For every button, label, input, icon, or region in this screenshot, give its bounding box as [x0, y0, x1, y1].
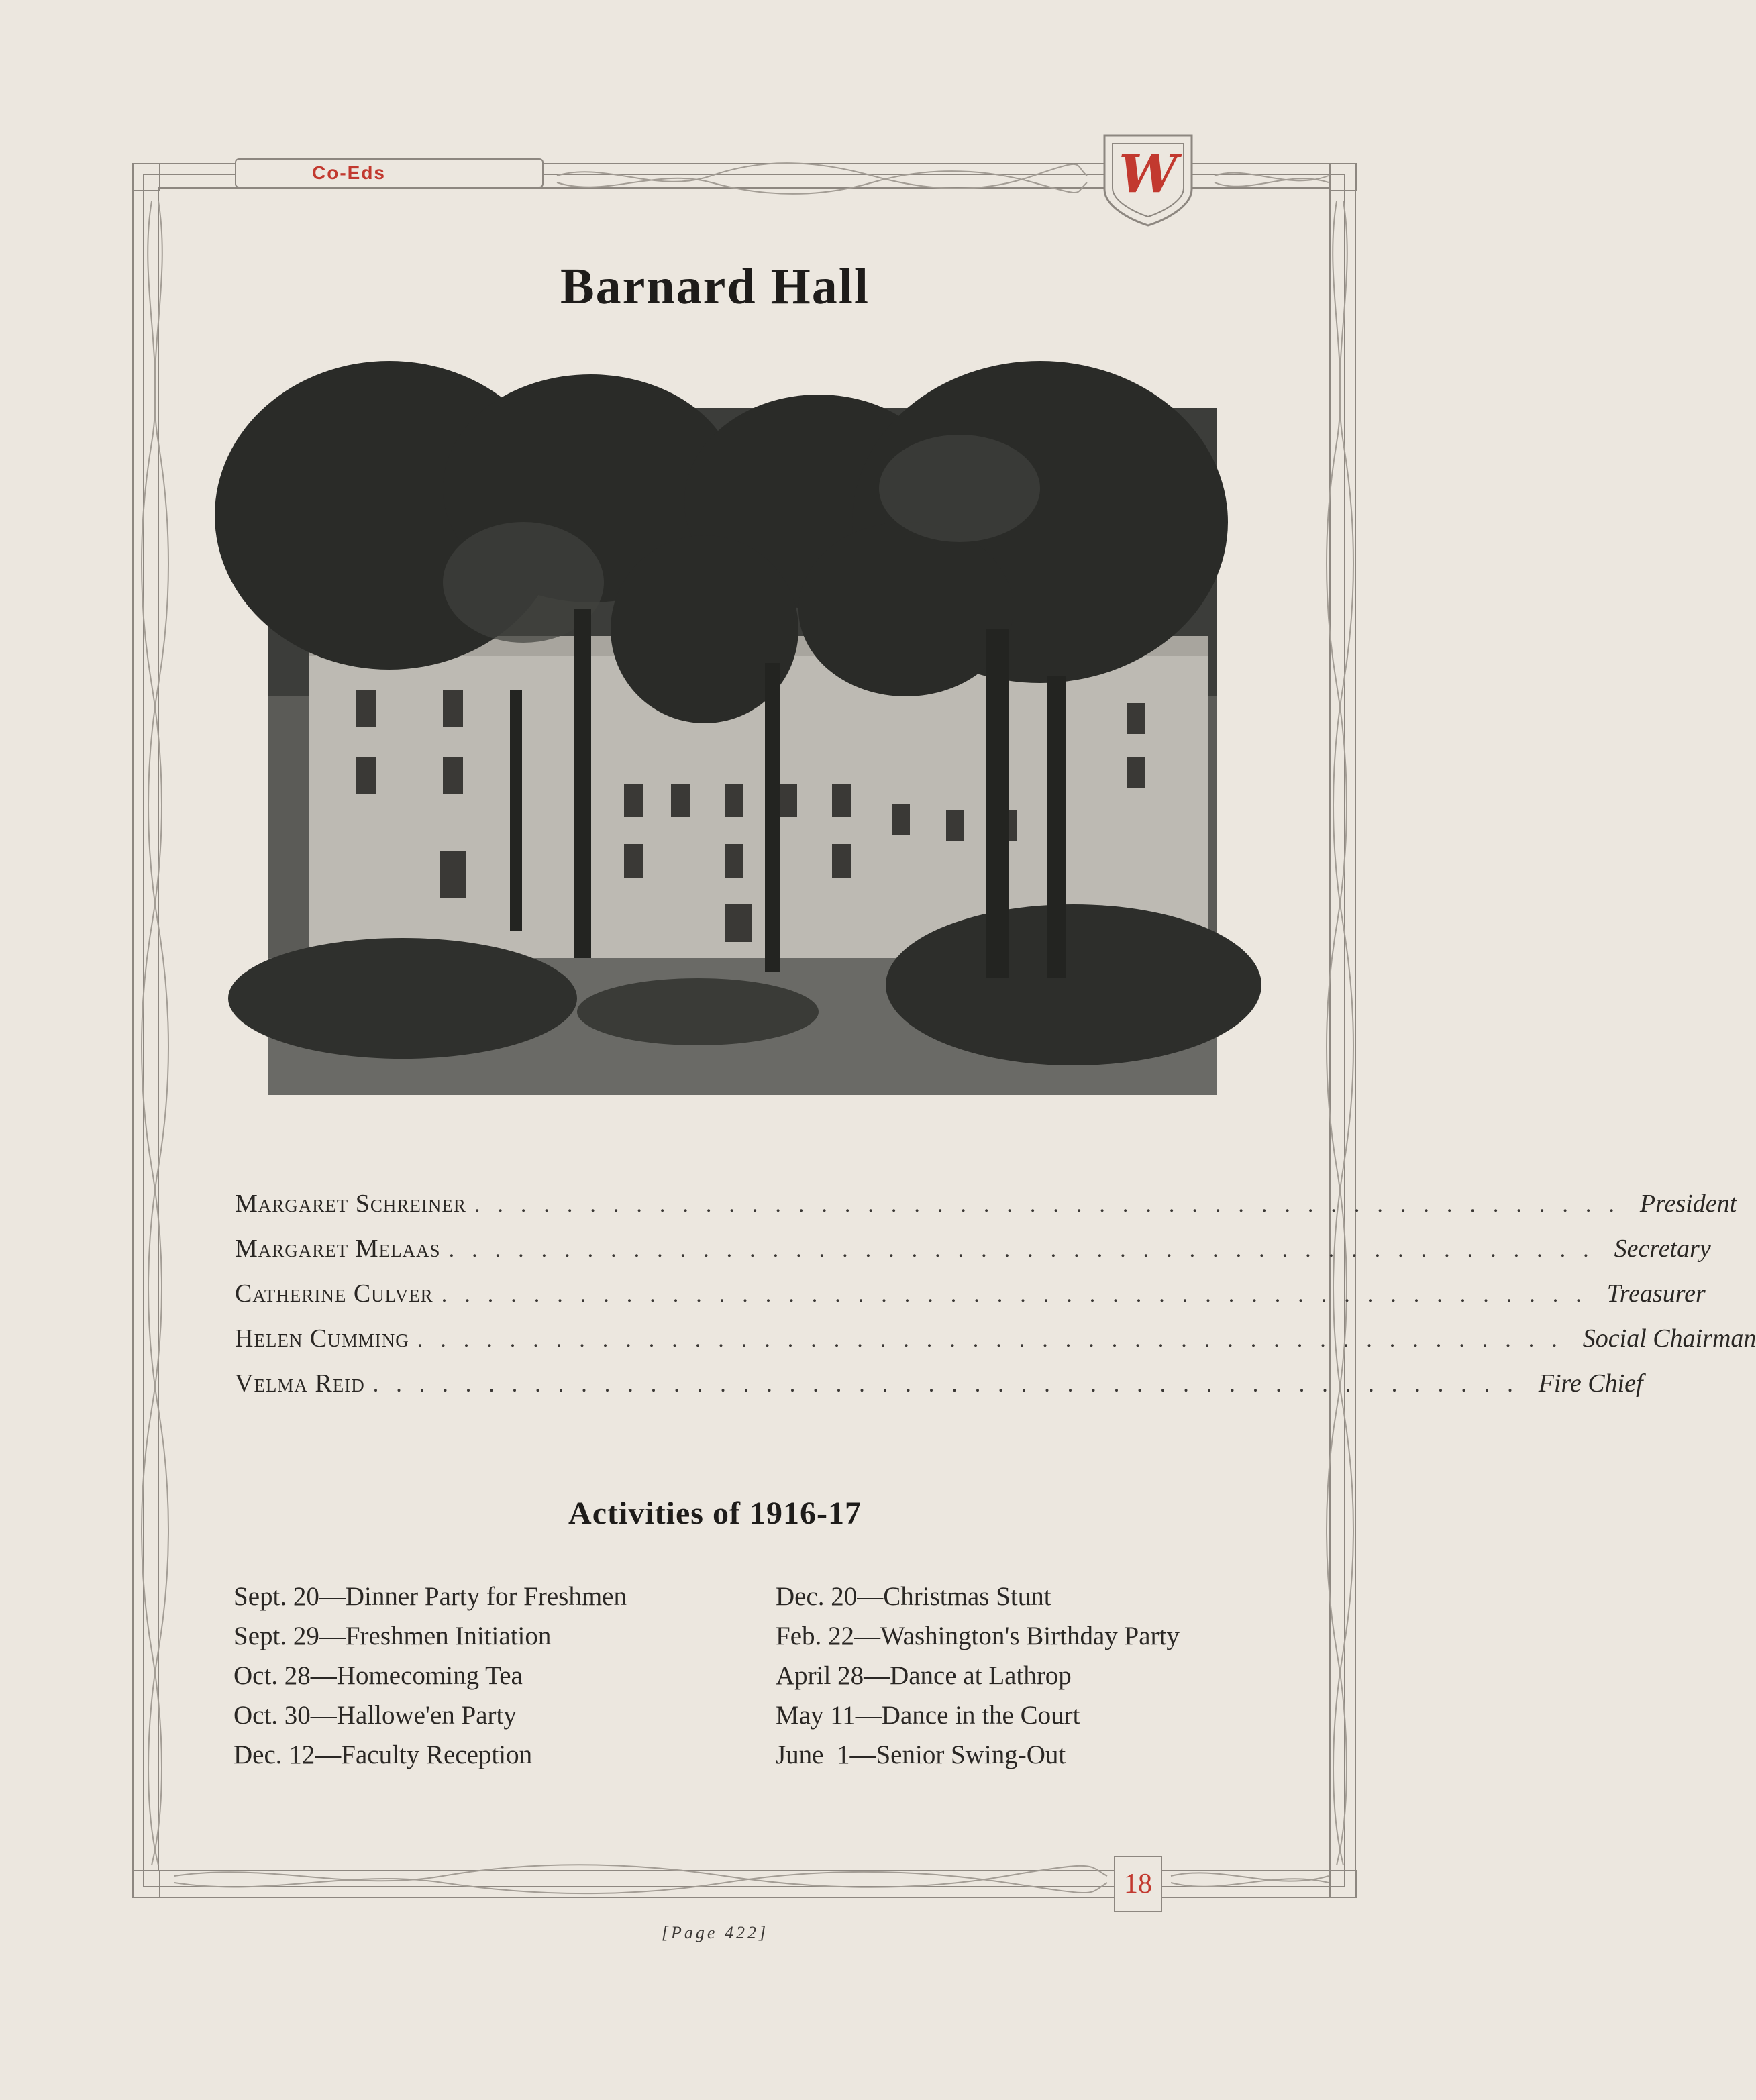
crest-letter: W — [1119, 144, 1178, 205]
activity-item: Dec. 12—Faculty Reception — [234, 1740, 533, 1769]
officer-name: Catherine Culver — [235, 1279, 442, 1308]
section-label: Co-Eds — [235, 158, 544, 188]
dot-leader: .................................................. — [417, 1327, 1575, 1352]
activities-column-right — [776, 1577, 1180, 1775]
ornament-number: 18 — [1114, 1856, 1162, 1912]
officer-name: Helen Cumming — [235, 1324, 417, 1353]
activity-item: Dec. 20—Christmas Stunt — [776, 1582, 1051, 1611]
dot-leader: .................................................. — [372, 1372, 1531, 1397]
dot-leader: .................................................. — [474, 1192, 1632, 1217]
activity-item: May 11—Dance in the Court — [776, 1701, 1080, 1730]
activity-item: June 1—Senior Swing-Out — [776, 1740, 1066, 1769]
university-crest-icon — [1091, 127, 1205, 228]
officer-role: Treasurer — [1599, 1279, 1706, 1308]
officer-role: President — [1632, 1189, 1737, 1218]
officer-name: Margaret Schreiner — [235, 1189, 474, 1218]
activity-item: Sept. 20—Dinner Party for Freshmen — [234, 1582, 627, 1611]
officer-row — [235, 1234, 1711, 1279]
activity-item: Sept. 29—Freshmen Initiation — [234, 1622, 552, 1650]
photo-illustration — [268, 408, 1217, 1095]
dot-leader: .................................................. — [448, 1237, 1606, 1262]
officer-role: Secretary — [1606, 1234, 1711, 1263]
activities-column-left — [234, 1577, 627, 1775]
page-folio: [Page 422] — [661, 1923, 769, 1942]
officer-role: Fire Chief — [1531, 1369, 1643, 1398]
officer-name: Margaret Melaas — [235, 1234, 449, 1263]
officer-row — [235, 1324, 1756, 1369]
activities-heading: Activities of 1916-17 — [568, 1495, 862, 1531]
officer-row — [235, 1369, 1643, 1414]
officer-name: Velma Reid — [235, 1369, 373, 1398]
page-title: Barnard Hall — [560, 258, 870, 315]
officer-row — [235, 1279, 1706, 1324]
activity-item: April 28—Dance at Lathrop — [776, 1661, 1072, 1690]
activity-item: Feb. 22—Washington's Birthday Party — [776, 1622, 1180, 1650]
officers-list — [235, 1189, 1756, 1414]
activity-item: Oct. 28—Homecoming Tea — [234, 1661, 523, 1690]
activity-item: Oct. 30—Hallowe'en Party — [234, 1701, 517, 1730]
building-photo — [268, 408, 1217, 1095]
officer-role: Social Chairman — [1575, 1324, 1756, 1353]
dot-leader: .................................................. — [441, 1282, 1599, 1307]
officer-row — [235, 1189, 1737, 1234]
